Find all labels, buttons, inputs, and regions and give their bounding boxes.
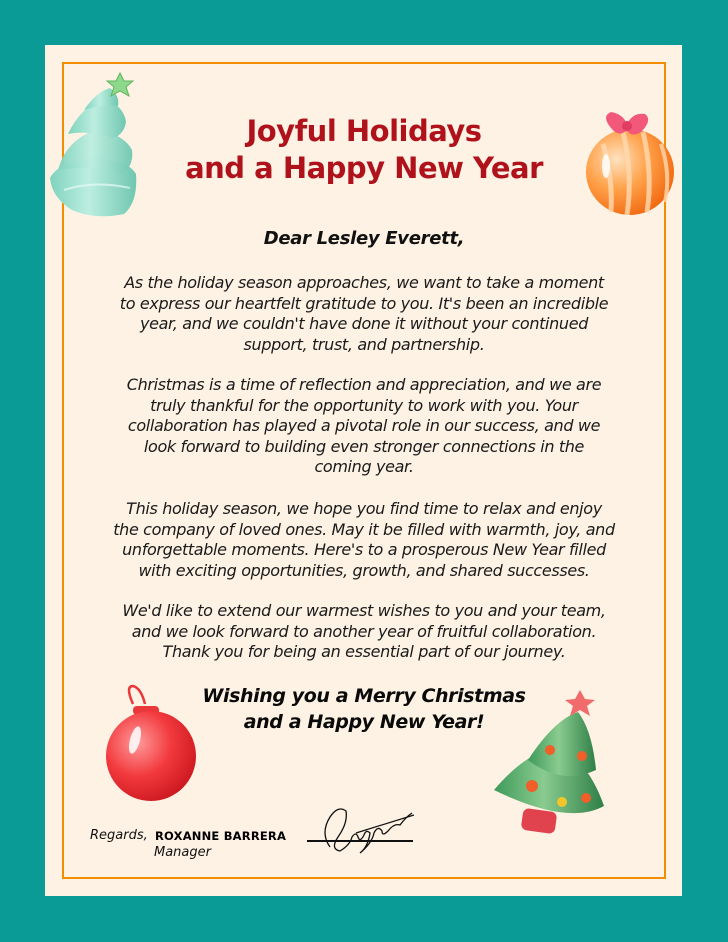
signature-scribble-icon (316, 803, 416, 855)
paragraph-line: support, trust, and partnership. (243, 334, 485, 354)
paragraph-line: Thank you for being an essential part of our journey. (162, 642, 566, 662)
paragraph-line: collaboration has played a pivotal role in our success, and we (127, 416, 601, 436)
paragraph-line: As the holiday season approaches, we want to take a moment (124, 273, 604, 292)
paragraph-line: unforgettable moments. Here's to a prosperous New Year filled (122, 540, 606, 560)
regards-label: Regards, (90, 828, 148, 843)
closing-line-2: and a Happy New Year! (243, 711, 485, 733)
paragraph-line: truly thankful for the opportunity to work with you. Your (150, 395, 578, 415)
closing-line-1: Wishing you a Merry Christmas (202, 685, 526, 707)
signer-role: Manager (154, 845, 211, 860)
paragraph-line: This holiday season, we hope you find time to relax and enjoy (126, 499, 602, 518)
paragraph-line: coming year. (314, 457, 414, 477)
paragraph-line: the company of loved ones. May it be filled with warmth, joy, and (113, 519, 615, 539)
paragraph-line: year, and we couldn't have done it without your continued (139, 314, 589, 334)
signer-name: ROXANNE BARRERA (155, 829, 287, 843)
paragraph-line: and we look forward to another year of fruitful collaboration. (131, 621, 597, 641)
paragraph-line: to express our heartfelt gratitude to you. It's been an incredible (119, 293, 609, 313)
paragraph-line: Christmas is a time of reflection and appreciation, and we are (126, 375, 602, 394)
paragraph-line: look forward to building even stronger connections in the (143, 436, 585, 456)
greeting: Dear Lesley Everett, (263, 228, 465, 249)
paragraph-line: We'd like to extend our warmest wishes to you and your team, (122, 601, 606, 620)
paragraph-1 (88, 273, 640, 355)
title-line-1: Joyful Holidays (246, 114, 482, 148)
title-line-2: and a Happy New Year (185, 151, 543, 185)
paragraph-line: with exciting opportunities, growth, and shared successes. (138, 560, 590, 580)
paragraph-2 (88, 375, 640, 478)
closing-wishes (0, 683, 728, 735)
paragraph-4 (88, 601, 640, 663)
paragraph-3 (88, 499, 640, 581)
